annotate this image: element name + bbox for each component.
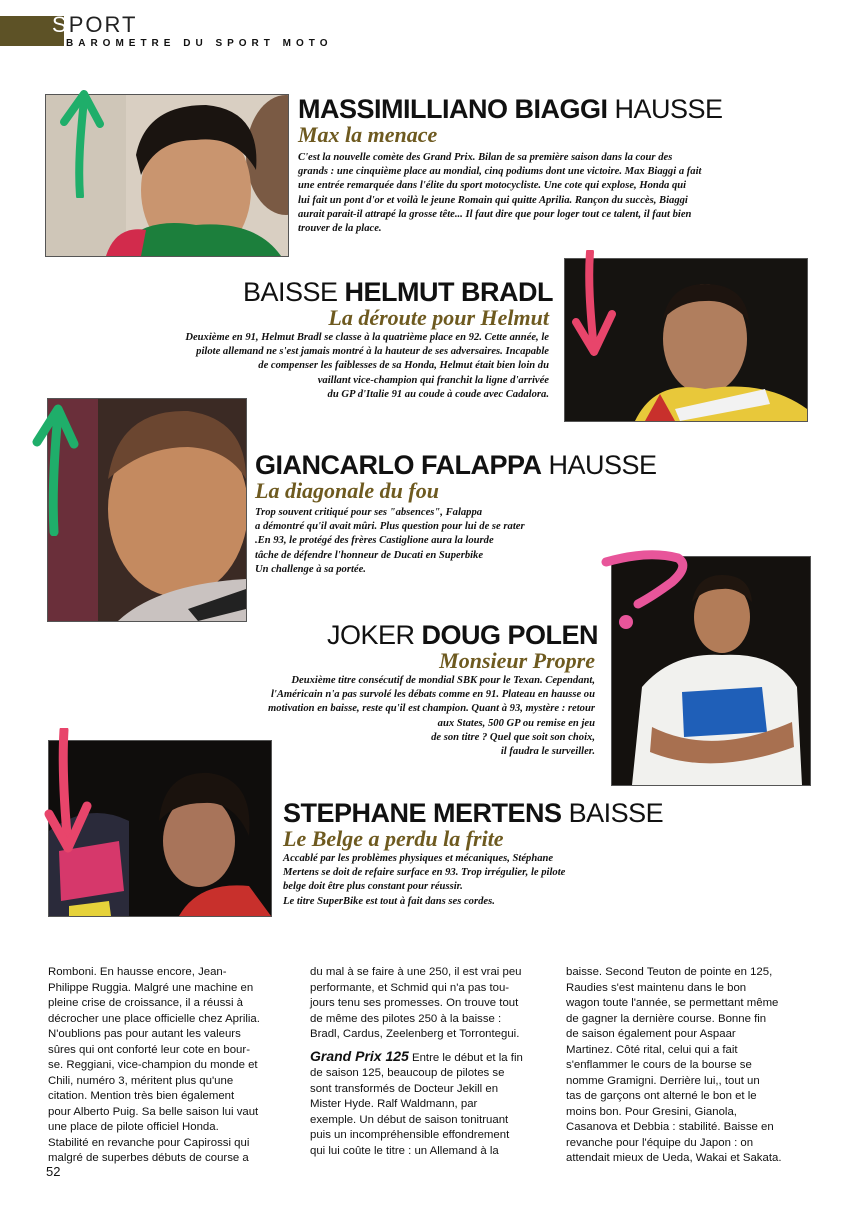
section-title: SPORT	[52, 12, 138, 37]
question-mark-icon	[598, 548, 694, 634]
falappa-text: Trop souvent critiqué pour ses "absences", Falappa a démontré qu'il avait mûri. Plus question pour lui de se rater .En 93, le protégé des frères Castiglione aura la lourde tâche de défendre l'honneur de Ducati en Superbike Un challenge à sa portée.	[255, 507, 525, 575]
down-arrow-icon	[44, 728, 94, 858]
falappa-headline: GIANCARLO FALAPPA HAUSSE	[255, 450, 657, 480]
polen-subtitle: Monsieur Propre	[439, 648, 595, 673]
page-number: 52	[46, 1164, 61, 1179]
section-subtitle: BAROMETRE DU SPORT MOTO	[66, 38, 333, 49]
biaggi-text: C'est la nouvelle comète des Grand Prix. Bilan de sa première saison dans la cour des grands : une cinquième place au mondial, cinq podiums dont une victoire. Max Biaggi a fait une entrée remarquée dans l'élite du sport motocycliste. Une cote qui explose, Honda qui lui fait un pont d'or et voilà le jeune Romain qui quitte Aprilia. Rançon du succès, Biaggi aurait parait-il attrapé la grosse tête... Il faut dire que pour loger tout ce talent, il faut bien trouver de la place.	[298, 152, 702, 235]
falappa-subtitle: La diagonale du fou	[255, 478, 439, 503]
mertens-headline: STEPHANE MERTENS BAISSE	[283, 798, 664, 828]
body-column-3: baisse. Second Teuton de pointe en 125, Raudies s'est maintenu dans le bon wagon toute l'année, se permettant même de gagner la dernière course. Bonne fin de saison également pour Aspaar Martinez. Côté rital, celui qui a fait s'enflammer le cours de la bourse se nomme Gramigni. Derrière lui,, tout un tas de garçons ont alterné le bon et le moins bon. Pour Gresini, Gianola, Casanova et Debbia : stabilité. Baisse en revanche pour l'équipe du Japon : on attendait mieux de Ueda, Wakai et Sakata.	[566, 966, 782, 1164]
down-arrow-icon	[572, 250, 618, 360]
bradl-subtitle: La déroute pour Helmut	[328, 305, 549, 330]
biaggi-headline: MASSIMILLIANO BIAGGI HAUSSE	[298, 94, 723, 124]
mertens-text: Accablé par les problèmes physiques et mécaniques, Stéphane Mertens se doit de refaire surface en 93. Trop irrégulier, le pilote belge doit être plus constant pour réussir. Le titre SuperBike est tout à fait dans ses cordes.	[283, 853, 566, 907]
bradl-headline: BAISSE HELMUT BRADL	[242, 277, 553, 307]
up-arrow-icon	[30, 402, 80, 536]
body-column-1: Romboni. En hausse encore, Jean- Philippe Ruggia. Malgré une machine en pleine crise de croissance, il a réussi à décrocher une place officielle chez Aprilia. N'oublions pas pour autant les valeurs sûres qui ont conforté leur cote en bour- se. Reggiani, vice-champion du monde et Chili, numéro 3, méritent plus qu'une citation. Mention très bien également pour Alberto Puig. Sa belle saison lui vaut une place de pilote officiel Honda. Stabilité en revanche pour Capirossi qui malgré de superbes débuts de course a	[48, 966, 260, 1164]
up-arrow-icon	[58, 88, 106, 198]
polen-text: Deuxième titre consécutif de mondial SBK pour le Texan. Cependant, l'Américain n'a pas survolé les débats comme en 91. Plateau en hausse ou motivation en baisse, reste qu'il est champion. Quant à 93, mystère : retour aux States, 500 GP ou remise en jeu de son titre ? Quel que soit son choix, il faudra le surveiller.	[268, 675, 595, 758]
bradl-text: Deuxième en 91, Helmut Bradl se classe à la quatrième place en 92. Cette année, le pilote allemand ne s'est jamais montré à la hauteur de ses adversaires. Incapable de compenser les faiblesses de sa Honda, Helmut était bien loin du vaillant vice-champion qui franchit la ligne d'arrivée du GP d'Italie 91 au coude à coude avec Cadalora.	[185, 332, 549, 400]
biaggi-subtitle: Max la menace	[298, 122, 438, 147]
section-heading-gp125: Grand Prix 125	[310, 1047, 409, 1064]
polen-headline: JOKER DOUG POLEN	[326, 620, 598, 650]
body-column-2: du mal à se faire à une 250, il est vrai peu performante, et Schmid qui n'a pas tou- jours tenu ses promesses. On trouve tout de même des pilotes 250 à la baisse : Bradl, Cardus, Zeelenberg et Torrontegui. Grand Prix 125 Entre le début et la fin de saison 125, beaucoup de pilotes se sont transformés de Docteur Jekill en Mister Hyde. Ralf Waldmann, par exemple. Un début de saison tonitruant puis un incompréhensible effondrement qui lui coûte le titre : un Allemand à la	[310, 966, 523, 1157]
mertens-subtitle: Le Belge a perdu la frite	[283, 826, 504, 851]
